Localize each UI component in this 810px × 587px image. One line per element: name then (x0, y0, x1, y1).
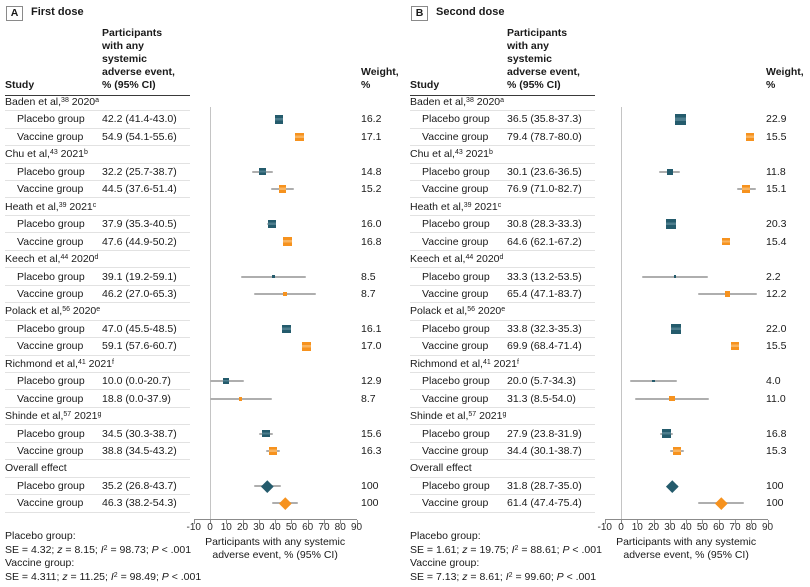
axis-tick-label: 20 (236, 522, 249, 533)
row-separator (5, 494, 190, 495)
weight-value: 17.0 (361, 340, 382, 353)
column-header-weight: % (361, 79, 371, 91)
row-separator (5, 337, 190, 338)
axis-tick-label: 40 (269, 522, 281, 533)
axis-tick-label: 90 (761, 522, 774, 533)
value-text: 59.1 (57.6-60.7) (102, 340, 177, 353)
column-header-value: with any (102, 40, 145, 52)
row-separator (5, 424, 190, 425)
column-header-study: Study (5, 79, 35, 91)
value-text: 64.6 (62.1-67.2) (507, 235, 582, 248)
value-text: 30.1 (23.6-36.5) (507, 165, 582, 178)
weight-value: 12.2 (766, 287, 787, 300)
axis-tick-label: 40 (680, 522, 692, 533)
point-marker (667, 169, 673, 175)
weight-value: 100 (361, 497, 379, 510)
axis-tick-label: 70 (318, 522, 330, 533)
group-label: Placebo group (422, 427, 490, 440)
row-separator (410, 372, 595, 373)
weight-value: 2.2 (766, 270, 781, 283)
study-name: Heath et al,$^{39}$ 2021$^c$ (5, 200, 97, 213)
row-separator (410, 285, 595, 286)
row-separator (410, 302, 595, 303)
row-separator (5, 285, 190, 286)
overall-diamond (261, 480, 273, 492)
point-marker (722, 238, 730, 246)
column-header-value: systemic (507, 53, 552, 65)
point-marker (673, 447, 681, 455)
row-separator (5, 302, 190, 303)
footer-stats: SE = 4.32; z = 8.15; $I^2 = 98.73$; P < .001 (5, 543, 192, 556)
point-marker (268, 220, 276, 228)
value-text: 76.9 (71.0-82.7) (507, 183, 582, 196)
row-separator (410, 512, 595, 513)
row-separator (5, 145, 190, 146)
value-text: 54.9 (54.1-55.6) (102, 130, 177, 143)
column-header-value: % (95% CI) (102, 79, 156, 91)
zero-line (621, 107, 622, 519)
column-header-value: systemic (102, 53, 147, 65)
group-label: Vaccine group (17, 287, 84, 300)
axis-tick-label: 0 (618, 522, 624, 533)
study-name: Richmond et al,$^{41}$ 2021$^f$ (5, 357, 114, 370)
point-marker (282, 325, 290, 333)
footer-stats: SE = 1.61; z = 19.75; $I^2 = 88.61$; P < .001 (410, 543, 602, 556)
value-text: 38.8 (34.5-43.2) (102, 445, 177, 457)
weight-value: 15.3 (766, 445, 787, 457)
value-text: 35.2 (26.8-43.7) (102, 479, 177, 492)
row-separator (410, 389, 595, 390)
study-name: Shinde et al,$^{57}$ 2021$^g$ (410, 410, 507, 423)
row-separator (410, 424, 595, 425)
axis-tick-label: 30 (253, 522, 265, 533)
row-separator (410, 145, 595, 146)
point-marker (675, 114, 686, 125)
row-separator (410, 442, 595, 443)
overall-diamond (279, 497, 291, 509)
group-label: Placebo group (17, 322, 85, 335)
row-separator (410, 232, 595, 233)
row-separator (5, 267, 190, 268)
column-header-value: % (95% CI) (507, 79, 561, 91)
value-text: 31.3 (8.5-54.0) (507, 392, 576, 405)
axis-tick-label: 90 (350, 522, 363, 533)
weight-value: 8.5 (361, 270, 376, 283)
weight-value: 11.0 (766, 392, 786, 405)
group-label: Vaccine group (17, 392, 84, 405)
group-label: Placebo group (17, 270, 85, 283)
row-separator (410, 407, 595, 408)
row-separator (5, 477, 190, 478)
weight-value: 100 (766, 497, 784, 510)
weight-value: 14.8 (361, 165, 382, 178)
weight-value: 15.2 (361, 183, 382, 196)
axis-tick-label: 50 (285, 522, 297, 533)
weight-value: 16.1 (361, 322, 382, 335)
group-label: Vaccine group (422, 340, 489, 353)
row-separator (410, 477, 595, 478)
column-header-value: Participants (102, 27, 163, 39)
point-marker (283, 292, 287, 296)
axis-title: Participants with any systemic (616, 536, 757, 548)
row-separator (410, 128, 595, 129)
footer-group-label: Vaccine group: (5, 557, 75, 569)
value-text: 37.9 (35.3-40.5) (102, 218, 177, 231)
row-separator (410, 197, 595, 198)
group-label: Vaccine group (422, 235, 489, 248)
group-label: Placebo group (422, 113, 490, 126)
point-marker (731, 342, 739, 350)
row-separator (410, 459, 595, 460)
study-name: Overall effect (5, 462, 67, 475)
column-header-weight: Weight, (766, 66, 804, 78)
zero-line (210, 107, 211, 519)
group-label: Placebo group (422, 270, 490, 283)
axis-tick-label: 80 (745, 522, 757, 533)
axis-title: adverse event, % (95% CI) (623, 549, 749, 561)
study-name: Chu et al,$^{43}$ 2021$^b$ (410, 148, 493, 161)
weight-value: 16.0 (361, 218, 382, 231)
value-text: 42.2 (41.4-43.0) (102, 113, 177, 126)
value-text: 47.0 (45.5-48.5) (102, 322, 177, 335)
group-label: Placebo group (17, 165, 85, 178)
group-label: Vaccine group (17, 445, 84, 457)
row-separator (5, 442, 190, 443)
value-text: 79.4 (78.7-80.0) (507, 130, 582, 143)
value-text: 34.5 (30.3-38.7) (102, 427, 177, 440)
group-label: Vaccine group (422, 130, 489, 143)
axis-tick-label: 60 (302, 522, 314, 533)
value-text: 39.1 (19.2-59.1) (102, 270, 177, 283)
group-label: Placebo group (17, 113, 85, 126)
row-separator (5, 197, 190, 198)
value-text: 10.0 (0.0-20.7) (102, 375, 171, 388)
study-name: Baden et al,$^{38}$ 2020$^a$ (410, 96, 505, 108)
axis-tick-label: 50 (696, 522, 708, 533)
group-label: Placebo group (17, 479, 85, 492)
row-separator (410, 337, 595, 338)
study-name: Heath et al,$^{39}$ 2021$^c$ (410, 200, 502, 213)
axis-tick-label: 70 (729, 522, 741, 533)
axis-title: adverse event, % (95% CI) (212, 549, 338, 561)
study-name: Polack et al,$^{56}$ 2020e (410, 305, 506, 318)
value-text: 46.2 (27.0-65.3) (102, 287, 177, 300)
panel-tag: B (411, 6, 428, 21)
row-separator (410, 180, 595, 181)
row-separator (410, 494, 595, 495)
weight-value: 16.2 (361, 113, 382, 126)
point-marker (275, 115, 283, 123)
value-text: 33.8 (32.3-35.3) (507, 322, 582, 335)
group-label: Placebo group (422, 218, 490, 231)
value-text: 65.4 (47.1-83.7) (507, 287, 582, 300)
weight-value: 15.4 (766, 235, 787, 248)
weight-value: 16.8 (361, 235, 382, 248)
row-separator (5, 215, 190, 216)
column-header-study: Study (410, 79, 440, 91)
footer-group-label: Vaccine group: (410, 557, 480, 569)
footer-group-label: Placebo group: (410, 530, 481, 542)
row-separator (410, 250, 595, 251)
row-separator (410, 267, 595, 268)
point-marker (652, 380, 655, 383)
row-separator (5, 250, 190, 251)
group-label: Vaccine group (422, 497, 489, 510)
study-name: Keech et al,$^{44}$ 2020$^d$ (410, 253, 504, 266)
point-marker (262, 430, 270, 438)
study-name: Keech et al,$^{44}$ 2020$^d$ (5, 253, 99, 266)
row-separator (5, 459, 190, 460)
value-text: 44.5 (37.6-51.4) (102, 183, 177, 196)
column-header-value: with any (507, 40, 550, 52)
point-marker (283, 237, 292, 246)
row-separator (410, 163, 595, 164)
weight-value: 22.0 (766, 322, 787, 335)
group-label: Vaccine group (17, 130, 84, 143)
group-label: Vaccine group (422, 445, 489, 457)
group-label: Vaccine group (17, 497, 84, 510)
group-label: Placebo group (422, 165, 490, 178)
weight-value: 22.9 (766, 113, 787, 126)
group-label: Vaccine group (422, 392, 489, 405)
point-marker (671, 324, 682, 335)
row-separator (5, 355, 190, 356)
weight-value: 17.1 (361, 130, 382, 143)
weight-value: 15.5 (766, 130, 787, 143)
study-name: Richmond et al,$^{41}$ 2021$^f$ (410, 357, 519, 370)
group-label: Vaccine group (17, 183, 84, 196)
axis-tick-label: 10 (631, 522, 643, 533)
panel-title: Second dose (436, 6, 505, 18)
row-separator (5, 407, 190, 408)
panel-tag: A (6, 6, 23, 21)
axis-tick-label: 30 (664, 522, 676, 533)
row-separator (5, 389, 190, 390)
column-header-weight: % (766, 79, 776, 91)
group-label: Placebo group (422, 375, 490, 388)
weight-value: 16.8 (766, 427, 787, 440)
row-separator (410, 355, 595, 356)
group-label: Placebo group (422, 479, 490, 492)
value-text: 36.5 (35.8-37.3) (507, 113, 582, 126)
column-header-value: Participants (507, 27, 568, 39)
row-separator (5, 372, 190, 373)
panel-title: First dose (31, 6, 84, 18)
panel-b (405, 0, 810, 587)
axis-tick-label: -10 (597, 522, 612, 533)
column-header-value: adverse event, (102, 66, 175, 78)
point-marker (674, 275, 677, 278)
study-name: Chu et al,$^{43}$ 2021$^b$ (5, 148, 88, 161)
row-separator (410, 215, 595, 216)
column-header-weight: Weight, (361, 66, 399, 78)
group-label: Vaccine group (422, 287, 489, 300)
weight-value: 15.6 (361, 427, 382, 440)
axis-tick-label: 10 (220, 522, 232, 533)
axis-title: Participants with any systemic (205, 536, 346, 548)
row-separator (5, 163, 190, 164)
point-marker (272, 275, 276, 279)
point-marker (725, 291, 731, 297)
group-label: Placebo group (17, 375, 85, 388)
value-text: 61.4 (47.4-75.4) (507, 497, 582, 510)
study-name: Polack et al,$^{56}$ 2020e (5, 305, 101, 318)
axis-tick-label: 80 (334, 522, 346, 533)
point-marker (302, 342, 311, 351)
weight-value: 100 (766, 479, 784, 492)
column-header-value: adverse event, (507, 66, 580, 78)
weight-value: 8.7 (361, 287, 376, 300)
group-label: Vaccine group (422, 183, 489, 196)
overall-diamond (667, 480, 679, 492)
point-marker (269, 447, 277, 455)
study-name: Overall effect (410, 462, 472, 475)
point-marker (295, 133, 304, 142)
row-separator (5, 320, 190, 321)
footer-group-label: Placebo group: (5, 530, 76, 542)
weight-value: 15.1 (766, 183, 787, 196)
point-marker (259, 168, 266, 175)
row-separator (410, 110, 595, 111)
row-separator (5, 232, 190, 233)
weight-value: 15.5 (766, 340, 787, 353)
weight-value: 4.0 (766, 375, 781, 388)
value-text: 30.8 (28.3-33.3) (507, 218, 582, 231)
overall-diamond (715, 497, 727, 509)
point-marker (279, 185, 287, 193)
value-text: 27.9 (23.8-31.9) (507, 427, 582, 440)
value-text: 31.8 (28.7-35.0) (507, 479, 582, 492)
value-text: 47.6 (44.9-50.2) (102, 235, 177, 248)
value-text: 18.8 (0.0-37.9) (102, 392, 171, 405)
value-text: 32.2 (25.7-38.7) (102, 165, 177, 178)
axis-tick-label: 60 (713, 522, 725, 533)
point-marker (239, 397, 243, 401)
axis-tick-label: 0 (207, 522, 213, 533)
weight-value: 12.9 (361, 375, 382, 388)
row-separator (5, 180, 190, 181)
group-label: Vaccine group (17, 235, 84, 248)
value-text: 34.4 (30.1-38.7) (507, 445, 582, 457)
axis-tick-label: -10 (186, 522, 201, 533)
point-marker (666, 219, 677, 230)
group-label: Placebo group (17, 427, 85, 440)
value-text: 46.3 (38.2-54.3) (102, 497, 177, 510)
value-text: 69.9 (68.4-71.4) (507, 340, 582, 353)
study-name: Baden et al,$^{38}$ 2020$^a$ (5, 96, 100, 108)
weight-value: 8.7 (361, 392, 376, 405)
row-separator (5, 512, 190, 513)
row-separator (5, 128, 190, 129)
weight-value: 16.3 (361, 445, 382, 457)
point-marker (223, 378, 229, 384)
study-name: Shinde et al,$^{57}$ 2021$^g$ (5, 410, 102, 423)
row-separator (410, 320, 595, 321)
weight-value: 100 (361, 479, 379, 492)
group-label: Placebo group (17, 218, 85, 231)
point-marker (669, 396, 674, 401)
point-marker (746, 133, 754, 141)
group-label: Vaccine group (17, 340, 84, 353)
row-separator (5, 110, 190, 111)
weight-value: 20.3 (766, 218, 787, 231)
group-label: Placebo group (422, 322, 490, 335)
footer-stats: SE = 7.13; z = 8.61; $I^2 = 99.60$; P < .001 (410, 570, 597, 583)
point-marker (742, 185, 750, 193)
weight-value: 11.8 (766, 165, 786, 178)
point-marker (662, 429, 671, 438)
axis-tick-label: 20 (647, 522, 660, 533)
value-text: 20.0 (5.7-34.3) (507, 375, 576, 388)
footer-stats: SE = 4.311; z = 11.25; $I^2 = 98.49$; P < .001 (5, 570, 202, 583)
value-text: 33.3 (13.2-53.5) (507, 270, 582, 283)
